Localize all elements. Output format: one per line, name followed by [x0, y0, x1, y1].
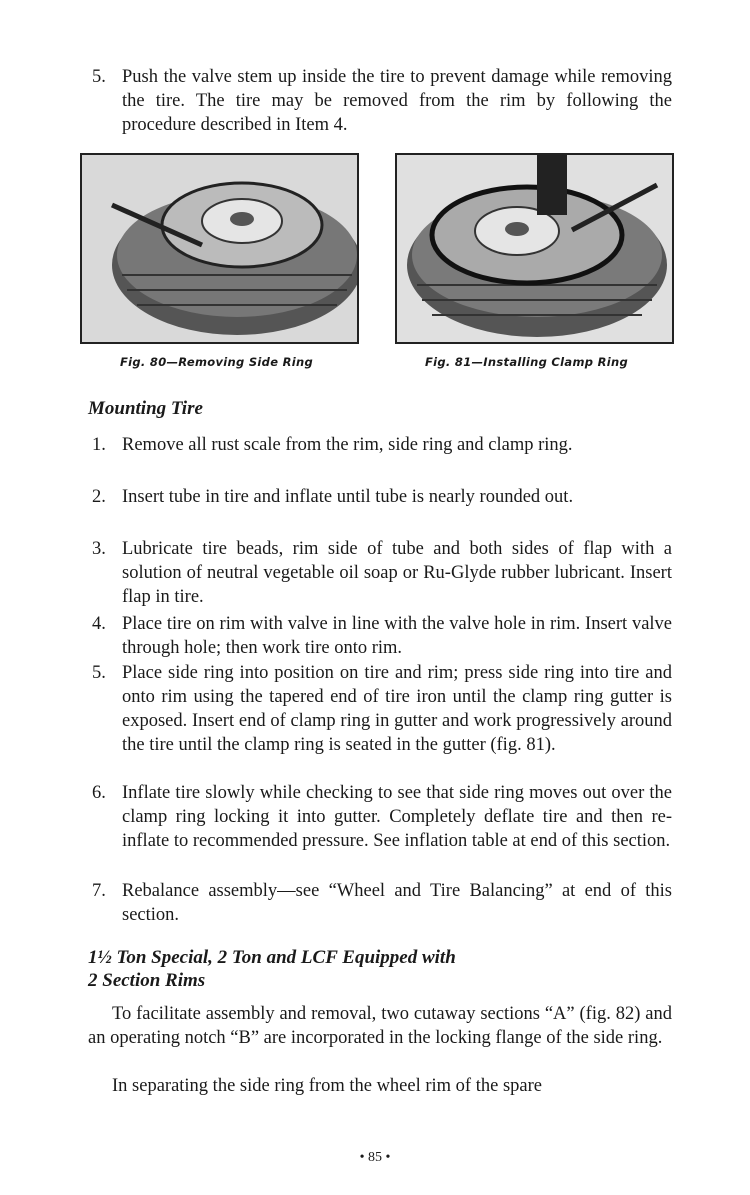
list-item [92, 433, 672, 457]
figure-80-image [80, 153, 359, 344]
list-item [92, 537, 672, 609]
heading-line: 2 Section Rims [88, 970, 206, 991]
step-text: Place side ring into position on tire and rim; press side ring into tire and onto rim using the tapered end of tire iron until the clamp ring gutter is exposed. Insert end of clamp ring in gutter and work progressively around the tire until the clamp ring is seated in the gutter (fig. 81). [122, 663, 672, 755]
section-heading: Mounting Tire [88, 398, 203, 419]
page-number: • 85 • [359, 1150, 391, 1165]
step-text: Rebalance assembly—see “Wheel and Tire Balancing” at end of this section. [122, 881, 672, 925]
intro-step [92, 65, 672, 137]
step-number: 6. [92, 783, 106, 803]
paragraph: In separating the side ring from the wheel rim of the spare [112, 1076, 542, 1096]
heading-line: 1½ Ton Special, 2 Ton and LCF Equipped with [88, 947, 456, 968]
step-number: 7. [92, 881, 106, 901]
step-number: 3. [92, 539, 106, 559]
step-text: Lubricate tire beads, rim side of tube and both sides of flap with a solution of neutral vegetable oil soap or Ru-Glyde rubber lubricant. Insert flap in tire. [122, 539, 672, 607]
figure-80-caption: Fig. 80—Removing Side Ring [120, 355, 314, 369]
list-item [92, 879, 672, 927]
figure-81-caption: Fig. 81—Installing Clamp Ring [425, 355, 628, 369]
paragraph: To facilitate assembly and removal, two cutaway sections “A” (fig. 82) and an operating notch “B” are incorporated in the locking flange of the side ring. [88, 1004, 672, 1048]
list-item [92, 781, 672, 853]
step-text: Push the valve stem up inside the tire to prevent damage while removing the tire. The tire may be removed from the rim by following the procedure described in Item 4. [122, 67, 672, 135]
step-number: 2. [92, 487, 106, 507]
tire-illustration-icon [397, 155, 672, 342]
step-text: Insert tube in tire and inflate until tube is nearly rounded out. [122, 487, 574, 507]
tire-illustration-icon [82, 155, 357, 342]
step-number: 4. [92, 614, 106, 634]
step-text: Place tire on rim with valve in line with the valve hole in rim. Insert valve through hole; then work tire onto rim. [122, 614, 672, 658]
step-number: 5. [92, 663, 106, 683]
step-text: Inflate tire slowly while checking to see that side ring moves out over the clamp ring locking it into gutter. Completely deflate tire and then re-inflate to recommended pressure. See inflation table at end of this section. [122, 783, 672, 851]
list-item [92, 661, 672, 757]
list-item [92, 485, 672, 509]
figure-81-image [395, 153, 674, 344]
step-number: 5. [92, 67, 106, 87]
section-heading [88, 946, 456, 992]
step-number: 1. [92, 435, 106, 455]
step-text: Remove all rust scale from the rim, side ring and clamp ring. [122, 435, 573, 455]
list-item [92, 612, 672, 660]
